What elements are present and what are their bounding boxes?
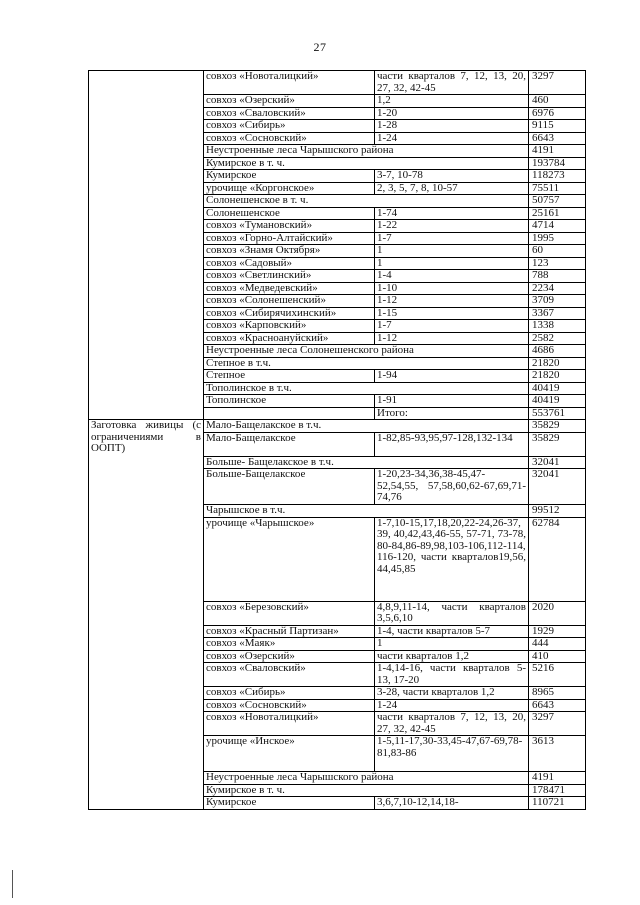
cell-area: 460 [529, 95, 586, 108]
cell-quarters: 1-24 [375, 132, 529, 145]
cell-quarters: 1-74 [375, 207, 529, 220]
cell-quarters: 4,8,9,11-14, части кварталов 3,5,6,10 [375, 601, 529, 625]
cell-location: Кумирское [204, 797, 375, 810]
cell-location: совхоз «Сибирь» [204, 687, 375, 700]
cell-location: Степное в т.ч. [204, 357, 529, 370]
cell-area: 4191 [529, 145, 586, 158]
cell-location: совхоз «Горно-Алтайский» [204, 232, 375, 245]
cell-area: 3297 [529, 71, 586, 95]
cell-quarters: 1-4, части кварталов 5-7 [375, 625, 529, 638]
forest-quarters-table [88, 70, 586, 810]
cell-area: 35829 [529, 420, 586, 433]
cell-area: 4686 [529, 345, 586, 358]
cell-quarters: 1-12 [375, 332, 529, 345]
cell-activity: Заготовка живицы (с ограничениями в ООПТ) [89, 420, 204, 810]
cell-location: совхоз «Карповский» [204, 320, 375, 333]
cell-area: 178471 [529, 784, 586, 797]
cell-area: 32041 [529, 469, 586, 505]
cell-location: совхоз «Садовый» [204, 257, 375, 270]
cell-area: 4714 [529, 220, 586, 233]
cell-quarters: 1-24 [375, 699, 529, 712]
cell-location: Тополинское в т.ч. [204, 382, 529, 395]
cell-location: совхоз «Сибирячихинский» [204, 307, 375, 320]
cell-area: 25161 [529, 207, 586, 220]
cell-area: 3709 [529, 295, 586, 308]
cell-area: 21820 [529, 357, 586, 370]
cell-location: Больше-Бащелакское [204, 469, 375, 505]
cell-location: совхоз «Сосновский» [204, 699, 375, 712]
cell-quarters: 1-10 [375, 282, 529, 295]
cell-quarters: части кварталов 7, 12, 13, 20, 27, 32, 42-45 [375, 71, 529, 95]
cell-quarters: части кварталов 7, 12, 13, 20, 27, 32, 42-45 [375, 712, 529, 736]
cell-quarters: 1-20,23-34,36,38-45,47-52,54,55, 57,58,60,62-67,69,71-74,76 [375, 469, 529, 505]
cell-location: совхоз «Солонешенский» [204, 295, 375, 308]
cell-location: совхоз «Красноануйский» [204, 332, 375, 345]
cell-area: 2582 [529, 332, 586, 345]
cell-quarters: 1-7,10-15,17,18,20,22-24,26-37, 39, 40,42,43,46-55, 57-71, 73-78, 80-84,86-89,98,103-106,112-114, 116-120, части кварталов19,56, 44,45,85 [375, 517, 529, 601]
cell-location: совхоз «Сосновский» [204, 132, 375, 145]
cell-location: Неустроенные леса Чарышского района [204, 145, 529, 158]
cell-location: Неустроенные леса Чарышского района [204, 772, 529, 785]
cell-location: совхоз «Новоталицкий» [204, 712, 375, 736]
cell-quarters: 1-20 [375, 107, 529, 120]
cell-area: 4191 [529, 772, 586, 785]
cell-location: совхоз «Сваловский» [204, 663, 375, 687]
cell-area: 40419 [529, 395, 586, 408]
table-row [89, 71, 586, 95]
cell-location: совхоз «Тумановский» [204, 220, 375, 233]
cell-location: Мало-Бащелакское [204, 432, 375, 456]
cell-area: 193784 [529, 157, 586, 170]
cell-location: совхоз «Светлинский» [204, 270, 375, 283]
cell-location: совхоз «Маяк» [204, 638, 375, 651]
cell-location: Кумирское в т. ч. [204, 157, 529, 170]
cell-area: 118273 [529, 170, 586, 183]
cell-area: 2020 [529, 601, 586, 625]
cell-area: 1929 [529, 625, 586, 638]
scan-edge-mark [12, 870, 13, 898]
cell-location: совхоз «Березовский» [204, 601, 375, 625]
cell-activity [89, 71, 204, 420]
cell-location: Неустроенные леса Солонешенского района [204, 345, 529, 358]
cell-quarters: 3-28, части кварталов 1,2 [375, 687, 529, 700]
cell-location: Солонешенское [204, 207, 375, 220]
cell-location: Степное [204, 370, 375, 383]
cell-area: 6643 [529, 132, 586, 145]
cell-quarters: 1,2 [375, 95, 529, 108]
cell-area: 50757 [529, 195, 586, 208]
cell-area: 1338 [529, 320, 586, 333]
cell-quarters: 1-7 [375, 320, 529, 333]
cell-quarters: 1-15 [375, 307, 529, 320]
cell-area: 6643 [529, 699, 586, 712]
cell-area: 99512 [529, 505, 586, 518]
cell-area: 3613 [529, 736, 586, 772]
cell-quarters: 1-4,14-16, части кварталов 5-13, 17-20 [375, 663, 529, 687]
cell-quarters: 1-91 [375, 395, 529, 408]
cell-quarters: 2, 3, 5, 7, 8, 10-57 [375, 182, 529, 195]
cell-location: Мало-Бащелакское в т.ч. [204, 420, 529, 433]
cell-quarters: 1-28 [375, 120, 529, 133]
cell-area: 62784 [529, 517, 586, 601]
cell-area: 788 [529, 270, 586, 283]
cell-area: 75511 [529, 182, 586, 195]
cell-quarters: 1 [375, 638, 529, 651]
cell-quarters: 1-4 [375, 270, 529, 283]
cell-location: урочище «Чарышское» [204, 517, 375, 601]
cell-area: 444 [529, 638, 586, 651]
cell-area: 8965 [529, 687, 586, 700]
cell-location: совхоз «Новоталицкий» [204, 71, 375, 95]
cell-area: 2234 [529, 282, 586, 295]
cell-location: Кумирское [204, 170, 375, 183]
cell-area: 553761 [529, 407, 586, 420]
cell-location: совхоз «Медведевский» [204, 282, 375, 295]
cell-area: 6976 [529, 107, 586, 120]
cell-location: урочище «Коргонское» [204, 182, 375, 195]
cell-area: 123 [529, 257, 586, 270]
cell-area: 35829 [529, 432, 586, 456]
cell-quarters: части кварталов 1,2 [375, 650, 529, 663]
cell-quarters: 1-82,85-93,95,97-128,132-134 [375, 432, 529, 456]
cell-location: Тополинское [204, 395, 375, 408]
cell-location: совхоз «Знамя Октября» [204, 245, 375, 258]
cell-quarters: 1 [375, 257, 529, 270]
cell-location: Солонешенское в т. ч. [204, 195, 529, 208]
cell-area: 3367 [529, 307, 586, 320]
cell-quarters: 3-7, 10-78 [375, 170, 529, 183]
table-row [89, 420, 586, 433]
cell-area: 5216 [529, 663, 586, 687]
cell-area: 32041 [529, 456, 586, 469]
cell-location: Больше- Бащелакское в т.ч. [204, 456, 529, 469]
cell-area: 1995 [529, 232, 586, 245]
page-number: 27 [313, 40, 327, 54]
cell-location: совхоз «Красный Партизан» [204, 625, 375, 638]
cell-area: 21820 [529, 370, 586, 383]
cell-location [204, 407, 375, 420]
cell-location: совхоз «Сибирь» [204, 120, 375, 133]
cell-area: 9115 [529, 120, 586, 133]
cell-area: 410 [529, 650, 586, 663]
cell-location: урочище «Инское» [204, 736, 375, 772]
cell-quarters: 1-12 [375, 295, 529, 308]
cell-location: совхоз «Озерский» [204, 650, 375, 663]
cell-area: 40419 [529, 382, 586, 395]
cell-quarters: Итого: [375, 407, 529, 420]
cell-area: 3297 [529, 712, 586, 736]
cell-quarters: 1-7 [375, 232, 529, 245]
cell-area: 60 [529, 245, 586, 258]
cell-quarters: 3,6,7,10-12,14,18- [375, 797, 529, 810]
cell-quarters: 1 [375, 245, 529, 258]
cell-location: Чарышское в т.ч. [204, 505, 529, 518]
cell-location: совхоз «Сваловский» [204, 107, 375, 120]
cell-location: Кумирское в т. ч. [204, 784, 529, 797]
cell-location: совхоз «Озерский» [204, 95, 375, 108]
cell-quarters: 1-22 [375, 220, 529, 233]
cell-area: 110721 [529, 797, 586, 810]
cell-quarters: 1-5,11-17,30-33,45-47,67-69,78-81,83-86 [375, 736, 529, 772]
cell-quarters: 1-94 [375, 370, 529, 383]
